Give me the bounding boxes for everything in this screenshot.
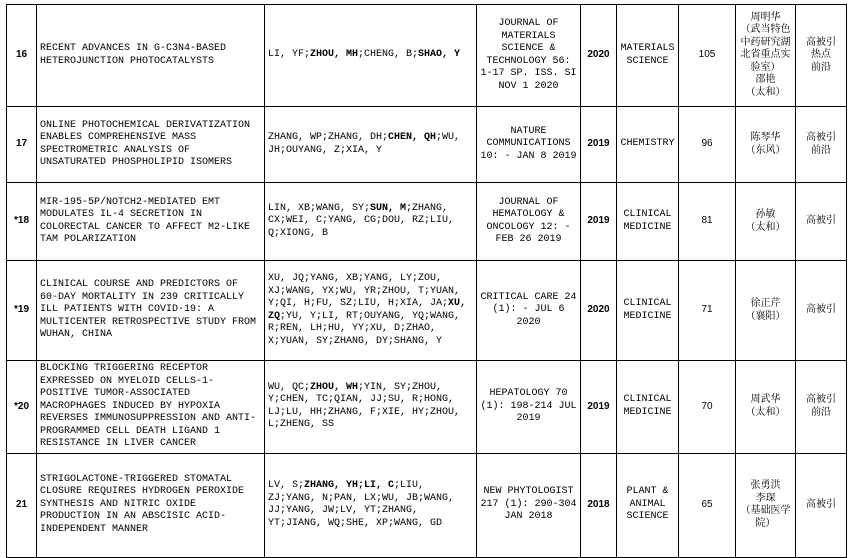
affiliated-author [736,361,796,454]
affiliated-author-line: 邵艳 [755,74,776,86]
citation-count: 105 [679,5,736,107]
author-segment: LIN, XB;WANG, SY; [268,202,371,214]
publication-year: 2020 [581,261,617,361]
affiliated-author [736,183,796,261]
research-field: CLINICAL MEDICINE [617,261,679,361]
affiliated-author-line: （武当特色中药研究湖北省重点实验室） [740,24,791,73]
author-segment: LI, YF; [268,49,311,61]
journal-source: NEW PHYTOLOGIST 217 (1): 290-304 JAN 2018 [477,453,581,557]
author-segment: WU, QC; [268,381,311,393]
journal-source: NATURE COMMUNICATIONS 10: - JAN 8 2019 [477,107,581,183]
paper-tag: 高被引 [806,132,836,143]
author-segment: ;YU, Y;LI, RT;OUYANG, YQ;WANG, R;REN, LH;HU, YY;XU, D;ZHAO, X;YUAN, SY;ZHANG, DY;SHANG, Y [268,310,461,347]
citation-count: 70 [679,361,736,454]
publication-year: 2019 [581,361,617,454]
paper-tag: 高被引 [806,394,836,406]
table-row [7,107,847,183]
citation-count: 81 [679,183,736,261]
affiliated-author-line: （襄阳） [745,310,786,322]
highlighted-author: ZHOU, WH [310,381,359,393]
affiliated-author-line: （基础医学院） [740,505,791,529]
highlighted-author: SHAO, Y [418,49,461,61]
paper-title: BLOCKING TRIGGERING RECEPTOR EXPRESSED ON MYELOID CELLS-1-POSITIVE TUMOR-ASSOCIATED MACROPHAGES INDUCED BY HYPOXIA REVERSES IMMUNOSUPPRESSION AND ANTI-PROGRAMMED CELL DEATH LIGAND 1 RESISTANCE IN LIVER CANCER [37,361,265,454]
author-list [265,261,477,361]
affiliated-author-line: （太和） [745,406,786,418]
author-segment: ;LIU, ZJ;YANG, N;PAN, LX;WU, JB;WANG, JJ;YANG, JW;LV, YT;ZHANG, YT;JIANG, WQ;SHE, XP;WANG, GD [268,480,455,529]
affiliated-author [736,5,796,107]
research-field: MATERIALS SCIENCE [617,5,679,107]
paper-tags [796,261,847,361]
highlighted-author: XU, ZQ [268,298,467,322]
author-list [265,361,477,454]
author-segment: ;CHENG, B; [358,49,419,61]
paper-tags [796,361,847,454]
research-field: PLANT & ANIMAL SCIENCE [617,453,679,557]
paper-tag: 热点 [811,49,831,61]
journal-source: JOURNAL OF HEMATOLOGY & ONCOLOGY 12: - FEB 26 2019 [477,183,581,261]
highlighted-author: CHEN, QH [388,132,437,143]
paper-tags [796,183,847,261]
paper-title: MIR-195-5P/NOTCH2-MEDIATED EMT MODULATES IL-4 SECRETION IN COLORECTAL CANCER TO AFFECT M2-LIKE TAM POLARIZATION [37,183,265,261]
paper-title: STRIGOLACTONE-TRIGGERED STOMATAL CLOSURE REQUIRES HYDROGEN PEROXIDE SYNTHESIS AND NITRIC OXIDE PRODUCTION IN AN ABSCISIC ACID-INDEPENDENT MANNER [37,453,265,557]
journal-source: JOURNAL OF MATERIALS SCIENCE & TECHNOLOGY 56: 1-17 SP. ISS. SI NOV 1 2020 [477,5,581,107]
affiliated-author-line: 李琛 [755,492,776,504]
row-index: 16 [7,5,37,107]
research-field: CLINICAL MEDICINE [617,361,679,454]
research-field: CHEMISTRY [617,107,679,183]
citation-count: 65 [679,453,736,557]
affiliated-author-line: 孙敏 [755,209,776,220]
affiliated-author-line: 徐正芹 [750,298,781,309]
table-row [7,261,847,361]
affiliated-author [736,261,796,361]
affiliated-author-line: （太和） [745,221,786,233]
research-field: CLINICAL MEDICINE [617,183,679,261]
author-segment: ;YIN, SY;ZHOU, Y;CHEN, TC;QIAN, JJ;SU, R;HONG, LJ;LU, HH;ZHANG, F;XIE, HY;ZHOU, L;ZHENG, SS [268,381,461,431]
table-row [7,5,847,107]
author-segment: LV, S; [268,480,305,491]
paper-tag: 前沿 [811,144,831,156]
table-row [7,183,847,261]
highlighted-author: ZHANG, YH;LI, C [304,480,395,491]
paper-tags [796,453,847,557]
paper-title: ONLINE PHOTOCHEMICAL DERIVATIZATION ENABLES COMPREHENSIVE MASS SPECTROMETRIC ANALYSIS OF UNSATURATED PHOSPHOLIPID ISOMERS [37,107,265,183]
paper-tag: 高被引 [806,304,836,316]
highlighted-author: ZHOU, MH [310,49,359,61]
row-index: 17 [7,107,37,183]
citation-count: 96 [679,107,736,183]
row-index: *20 [7,361,37,454]
publication-year: 2019 [581,107,617,183]
journal-source: CRITICAL CARE 24 (1): - JUL 6 2020 [477,261,581,361]
author-segment: ;WU, JH;OUYANG, Z;XIA, Y [268,132,461,156]
author-segment: ;ZHANG, CX;WEI, C;YANG, CG;DOU, RZ;LIU, Q;XIONG, B [268,202,455,239]
journal-source: HEPATOLOGY 70 (1): 198-214 JUL 2019 [477,361,581,454]
publication-year: 2019 [581,183,617,261]
paper-tag: 高被引 [806,36,836,48]
publications-table [6,4,847,558]
affiliated-author [736,453,796,557]
table-row [7,453,847,557]
row-index: *18 [7,183,37,261]
affiliated-author-line: 周明华 [750,11,781,23]
author-list [265,453,477,557]
affiliated-author-line: 陈琴华 [750,132,781,143]
affiliated-author-line: （东风） [745,144,786,156]
paper-tags [796,107,847,183]
author-segment: XU, JQ;YANG, XB;YANG, LY;ZOU, XJ;WANG, YX;WU, YR;ZHOU, T;YUAN, Y;QI, H;FU, SZ;LIU, H;XIA, JA; [268,273,461,309]
paper-title: RECENT ADVANCES IN G-C3N4-BASED HETEROJUNCTION PHOTOCATALYSTS [37,5,265,107]
row-index: 21 [7,453,37,557]
author-list [265,5,477,107]
paper-title: CLINICAL COURSE AND PREDICTORS OF 60-DAY MORTALITY IN 239 CRITICALLY ILL PATIENTS WITH COVID-19: A MULTICENTER RETROSPECTIVE STUDY FROM WUHAN, CHINA [37,261,265,361]
affiliated-author-line: （太和） [745,86,786,98]
highlighted-author: SUN, M [370,202,407,214]
author-list [265,107,477,183]
paper-tag: 前沿 [811,406,831,418]
publication-year: 2020 [581,5,617,107]
affiliated-author-line: 周武华 [750,394,781,406]
table-row [7,361,847,454]
row-index: *19 [7,261,37,361]
affiliated-author-line: 张勇洪 [750,480,781,491]
author-segment: ZHANG, WP;ZHANG, DH; [268,132,389,143]
paper-tag: 前沿 [811,61,831,73]
table-body [7,5,847,558]
paper-tag: 高被引 [806,498,836,510]
affiliated-author [736,107,796,183]
paper-tags [796,5,847,107]
paper-tag: 高被引 [806,215,836,227]
publication-year: 2018 [581,453,617,557]
citation-count: 71 [679,261,736,361]
author-list [265,183,477,261]
